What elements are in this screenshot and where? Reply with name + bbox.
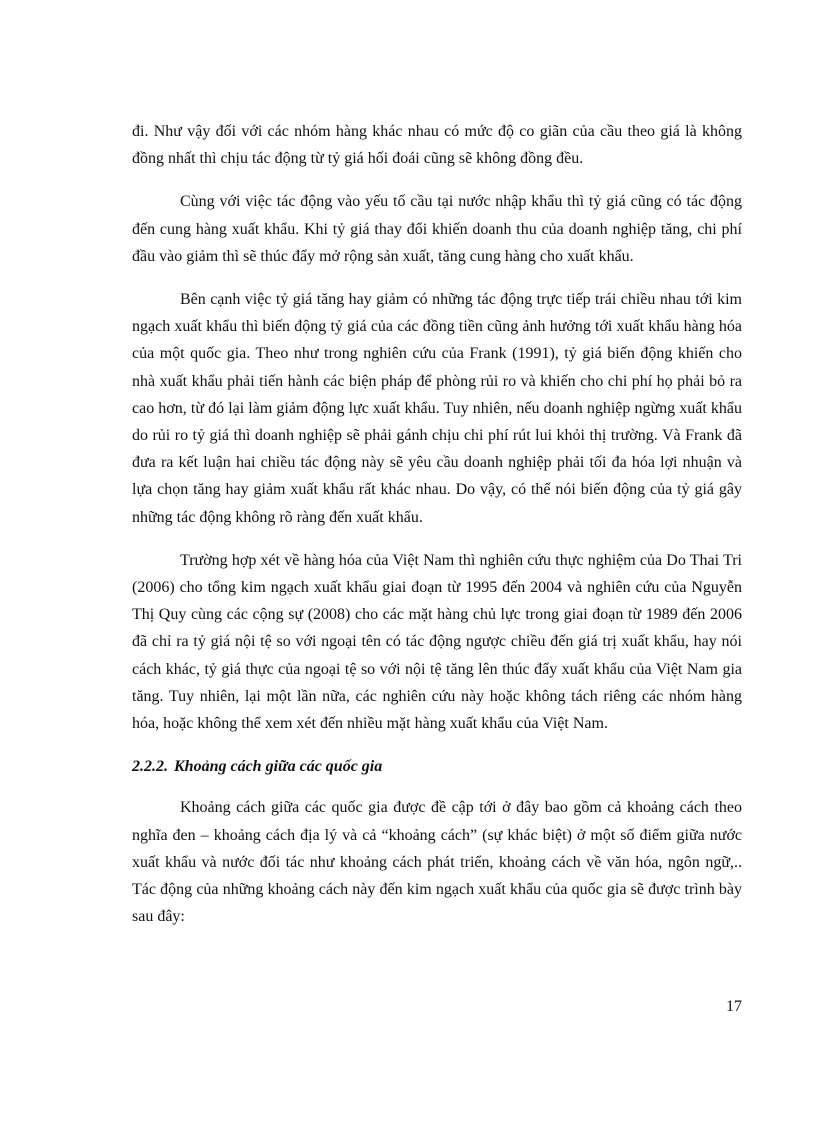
section-heading [132, 753, 742, 780]
section-title: Khoảng cách giữa các quốc gia [174, 758, 383, 776]
paragraph-country-distance: Khoảng cách giữa các quốc gia được đề cập tới ở đây bao gồm cả khoảng cách theo nghĩa đen – khoảng cách địa lý và cả “khoảng cách” (sự khác biệt) ở một số điểm giữa nước xuất khẩu và nước đối tác như khoảng cách phát triển, khoảng cách về văn hóa, ngôn ngữ,.. Tác động của những khoảng cách này đến kim ngạch xuất khẩu của quốc gia sẽ được trình bày sau đây: [132, 799, 742, 926]
section-number: 2.2.2. [132, 758, 168, 776]
paragraph-continuation: đi. Như vậy đối với các nhóm hàng khác nhau có mức độ co giãn của cầu theo giá là không đồng nhất thì chịu tác động từ tỷ giá hối đoái cũng sẽ không đồng đều. [132, 123, 742, 168]
paragraph-vietnam-studies: Trường hợp xét về hàng hóa của Việt Nam thì nghiên cứu thực nghiệm của Do Thai Tri (2006) cho tổng kim ngạch xuất khẩu giai đoạn từ 1995 đến 2004 và nghiên cứu của Nguyễn Thị Quy cùng các cộng sự (2008) cho các mặt hàng chủ lực trong giai đoạn từ 1989 đến 2006 đã chỉ ra tỷ giá nội tệ so với ngoại tên có tác động ngược chiều đến giá trị xuất khẩu, hay nói cách khác, tỷ giá thực của ngoại tệ so với nội tệ tăng lên thúc đẩy xuất khẩu của Việt Nam gia tăng. Tuy nhiên, lại một lần nữa, các nghiên cứu này hoặc không tách riêng các nhóm hàng hóa, hoặc không thể xem xét đến nhiều mặt hàng xuất khẩu của Việt Nam. [132, 551, 742, 733]
paragraph-exchange-rate-supply: Cùng với việc tác động vào yếu tố cầu tại nước nhập khẩu thì tỷ giá cũng có tác động đến cung hàng xuất khẩu. Khi tỷ giá thay đổi khiến doanh thu của doanh nghiệp tăng, chi phí đầu vào giảm thì sẽ thúc đẩy mở rộng sản xuất, tăng cung hàng cho xuất khẩu. [132, 193, 742, 265]
page-body [132, 118, 742, 946]
paragraph-exchange-rate-volatility: Bên cạnh việc tỷ giá tăng hay giảm có những tác động trực tiếp trái chiều nhau tới kim ngạch xuất khẩu thì biến động tỷ giá của các đồng tiền cũng ảnh hưởng tới xuất khẩu hàng hóa của một quốc gia. Theo như trong nghiên cứu của Frank (1991), tỷ giá biến động khiến cho nhà xuất khẩu phải tiến hành các biện pháp để phòng rủi ro và khiến cho chi phí họ phải bỏ ra cao hơn, từ đó lại làm giảm động lực xuất khẩu. Tuy nhiên, nếu doanh nghiệp ngừng xuất khẩu do rủi ro tỷ giá thì doanh nghiệp sẽ phải gánh chịu chi phí rút lui khỏi thị trường. Và Frank đã đưa ra kết luận hai chiều tác động này sẽ yêu cầu doanh nghiệp phải tối đa hóa lợi nhuận và lựa chọn tăng hay giảm xuất khẩu rất khác nhau. Do vậy, có thể nói biến động của tỷ giá gây những tác động không rõ ràng đến xuất khẩu. [132, 291, 742, 526]
page-number: 17 [726, 998, 742, 1015]
